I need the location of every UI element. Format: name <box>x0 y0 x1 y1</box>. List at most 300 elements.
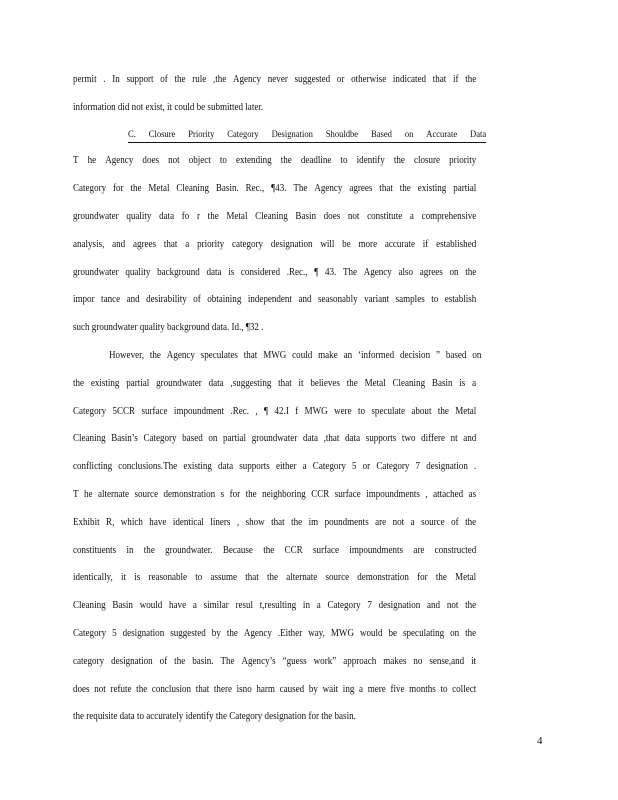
word: partial <box>126 378 150 389</box>
word: could <box>292 350 313 361</box>
word: constituents <box>73 545 117 556</box>
body-line <box>73 432 476 446</box>
body-line <box>73 182 476 196</box>
word: or <box>362 461 371 472</box>
word: to <box>431 294 439 305</box>
word: more <box>358 239 378 250</box>
word: Agency <box>314 183 343 194</box>
word: are <box>375 517 387 528</box>
word: priority <box>449 155 477 166</box>
word: rule <box>192 74 207 85</box>
word: wait <box>322 684 339 695</box>
body-line <box>73 488 476 502</box>
word: data <box>345 433 361 444</box>
word: the <box>174 656 186 667</box>
word: the <box>130 183 142 194</box>
word: reasonable <box>148 572 188 583</box>
word: speculates <box>200 350 238 361</box>
body-line <box>73 154 476 168</box>
body-line <box>109 349 481 363</box>
word: a <box>410 517 415 528</box>
word: groundwater <box>156 378 202 389</box>
word: he <box>83 489 93 500</box>
word: r <box>197 211 201 222</box>
word: designation <box>378 600 421 611</box>
word: is <box>459 378 466 389</box>
word: nt <box>450 433 458 444</box>
word: the <box>291 517 303 528</box>
word: is <box>228 267 235 278</box>
word: it <box>298 378 304 389</box>
body-line: such groundwater quality background data. Id., ¶32 . <box>73 322 264 333</box>
word: 42.I <box>274 406 289 417</box>
word: Basin <box>112 600 133 611</box>
word: show <box>245 517 265 528</box>
word: groundwater <box>73 267 119 278</box>
heading-word: Based <box>371 130 392 140</box>
word: deadline <box>300 155 332 166</box>
word: MWG <box>304 406 328 417</box>
word: alternate <box>286 572 318 583</box>
word: Cleaning <box>176 183 209 194</box>
word: based <box>182 433 203 444</box>
word: tance <box>101 294 121 305</box>
word: supports <box>365 433 397 444</box>
word: Metal <box>455 406 477 417</box>
word: to <box>440 684 448 695</box>
word: CCR <box>311 489 330 500</box>
word: background <box>157 267 200 278</box>
word: the <box>465 517 477 528</box>
word: he <box>87 155 97 166</box>
word: five <box>390 684 405 695</box>
word: were <box>334 406 352 417</box>
word: does <box>142 155 159 166</box>
word: decision <box>399 350 431 361</box>
word: in <box>126 545 134 556</box>
word: the <box>174 74 186 85</box>
word: to <box>340 155 348 166</box>
body-line <box>73 405 476 419</box>
word: permit <box>73 74 97 85</box>
word: 43. <box>325 267 337 278</box>
word: conclusions.The <box>118 461 178 472</box>
word: the <box>267 572 279 583</box>
word: support <box>126 74 154 85</box>
heading-letter: C. <box>128 130 136 140</box>
word: . <box>103 74 106 85</box>
word: the <box>149 350 161 361</box>
word: does <box>323 211 341 222</box>
word: isno <box>236 684 252 695</box>
word: and <box>126 294 140 305</box>
word: Category <box>73 183 107 194</box>
word: The <box>342 267 358 278</box>
word: extending <box>236 155 272 166</box>
word: the <box>136 684 148 695</box>
word: source <box>134 489 159 500</box>
word: a <box>302 461 307 472</box>
word: if <box>422 239 429 250</box>
word: the <box>73 378 85 389</box>
body-line: information did not exist, it could be submitted later. <box>73 102 264 113</box>
word: Exhibit <box>73 517 100 528</box>
word: never <box>267 74 288 85</box>
word: that <box>278 378 292 389</box>
word: refute <box>110 684 132 695</box>
word: ing <box>342 684 355 695</box>
word: supports <box>239 461 270 472</box>
word: liners <box>210 517 231 528</box>
word: .Rec., <box>286 267 308 278</box>
word: in <box>302 600 310 611</box>
word: data <box>208 378 224 389</box>
word: and <box>298 294 312 305</box>
body-line: the requisite data to accurately identify the Category designation for the basin. <box>73 711 356 722</box>
word: work” <box>313 656 337 667</box>
word: a <box>316 600 321 611</box>
word: for <box>417 572 428 583</box>
word: surface <box>141 406 168 417</box>
body-line <box>73 73 476 87</box>
word: Agency <box>166 350 195 361</box>
word: on <box>450 628 460 639</box>
word: a <box>359 684 364 695</box>
word: groundwater <box>251 433 298 444</box>
word: basin. <box>192 656 214 667</box>
word: priority <box>197 239 225 250</box>
word: ,the <box>212 74 227 85</box>
word: the <box>143 545 155 556</box>
word: considered <box>240 267 281 278</box>
heading-word: Closure <box>148 130 176 140</box>
word: Metal <box>455 572 477 583</box>
word: existing <box>417 183 447 194</box>
word: the <box>207 211 219 222</box>
word: the <box>435 572 447 583</box>
word: will <box>320 239 335 250</box>
word: impor <box>73 294 95 305</box>
word: have <box>169 600 187 611</box>
word: of <box>193 294 201 305</box>
word: Basin. <box>215 183 239 194</box>
heading-word: on <box>404 130 414 140</box>
word: impoundments <box>366 489 420 500</box>
word: demonstration <box>163 489 216 500</box>
word: that <box>271 517 285 528</box>
word: ¶43. <box>271 183 287 194</box>
body-line <box>73 516 476 530</box>
body-line <box>73 238 476 252</box>
word: to <box>358 406 366 417</box>
word: the <box>465 74 477 85</box>
word: makes <box>383 656 407 667</box>
word: quality <box>126 211 152 222</box>
heading-word: Designation <box>271 130 313 140</box>
body-line <box>73 655 476 669</box>
word: analysis, <box>73 239 105 250</box>
word: MWG <box>263 350 287 361</box>
word: . <box>473 461 477 472</box>
word: based <box>445 350 467 361</box>
word: Category <box>143 433 177 444</box>
word: However, <box>109 350 144 361</box>
word: speculate <box>371 406 406 417</box>
word: have <box>149 517 167 528</box>
word: agrees <box>349 183 373 194</box>
word: otherwise <box>351 74 387 85</box>
word: if <box>452 74 459 85</box>
word: to <box>219 155 227 166</box>
word: sense,and <box>429 656 465 667</box>
word: resul <box>235 600 254 611</box>
word: category <box>231 239 264 250</box>
word: closure <box>413 155 441 166</box>
word: that <box>163 239 178 250</box>
word: groundwater. <box>165 545 213 556</box>
word: believes <box>310 378 340 389</box>
heading-word: Accurate <box>426 130 458 140</box>
word: im <box>308 517 319 528</box>
word: Category <box>73 628 107 639</box>
word: category <box>73 656 105 667</box>
word: existing <box>183 461 212 472</box>
word: comprehensive <box>421 211 477 222</box>
word: conflicting <box>73 461 113 472</box>
word: a <box>185 239 190 250</box>
body-line <box>73 460 476 474</box>
word: of <box>451 517 459 528</box>
word: Cleaning <box>73 433 106 444</box>
word: , <box>236 517 240 528</box>
word: designation <box>111 656 153 667</box>
word: which <box>120 517 143 528</box>
word: or <box>336 74 345 85</box>
word: differe <box>421 433 446 444</box>
word: independent <box>247 294 292 305</box>
word: fo <box>181 211 190 222</box>
word: The <box>293 183 308 194</box>
word: be <box>388 628 398 639</box>
word: would <box>359 628 383 639</box>
word: that <box>432 74 447 85</box>
word: 7 <box>415 461 421 472</box>
word: by <box>308 684 318 695</box>
word: data <box>218 461 234 472</box>
word: assume <box>210 572 238 583</box>
word: t,resulting <box>259 600 297 611</box>
word: the <box>437 406 449 417</box>
word: on <box>208 433 218 444</box>
word: suggested <box>294 74 331 85</box>
word: obtaining <box>207 294 242 305</box>
body-line <box>73 293 476 307</box>
word: ,that <box>323 433 340 444</box>
section-heading <box>128 129 486 143</box>
word: the <box>245 489 257 500</box>
word: is <box>134 572 141 583</box>
word: established <box>436 239 477 250</box>
word: by <box>211 628 221 639</box>
word: a <box>472 378 477 389</box>
word: ” <box>435 350 440 361</box>
word: the <box>465 267 477 278</box>
word: be <box>342 239 351 250</box>
word: Metal <box>226 211 248 222</box>
word: of <box>160 74 168 85</box>
word: speculating <box>403 628 445 639</box>
word: impoundments <box>349 545 404 556</box>
word: Metal <box>148 183 170 194</box>
word: identically, <box>73 572 113 583</box>
word: for <box>113 183 124 194</box>
word: make <box>318 350 338 361</box>
body-line <box>73 683 476 697</box>
word: alternate <box>97 489 130 500</box>
word: Cleaning <box>392 378 426 389</box>
word: agrees <box>419 267 443 278</box>
word: source <box>325 572 350 583</box>
word: two <box>401 433 416 444</box>
word: that <box>243 350 258 361</box>
word: data <box>159 211 175 222</box>
word: 5 <box>352 461 357 472</box>
word: constitute <box>367 211 403 222</box>
word: groundwater <box>73 211 119 222</box>
word: either <box>275 461 297 472</box>
word: not <box>347 211 360 222</box>
word: Cleaning <box>73 600 106 611</box>
word: .Either <box>277 628 303 639</box>
heading-word: Data <box>470 130 487 140</box>
word: Category <box>376 461 410 472</box>
word: Basin <box>431 378 453 389</box>
word: quality <box>125 267 151 278</box>
word: , <box>425 489 428 500</box>
word: source <box>421 517 445 528</box>
heading-word: Category <box>227 130 259 140</box>
word: seasonably <box>317 294 358 305</box>
word: no <box>413 656 423 667</box>
word: R, <box>106 517 115 528</box>
word: 5 <box>112 628 117 639</box>
body-line <box>73 571 476 585</box>
word: that <box>379 183 393 194</box>
word: poundments <box>324 517 369 528</box>
word: conclusion <box>151 684 192 695</box>
word: the <box>399 183 411 194</box>
heading-word: Shouldbe <box>325 130 359 140</box>
word: Cleaning <box>255 211 288 222</box>
word: 7 <box>367 600 372 611</box>
word: Agency <box>232 74 262 85</box>
word: desirability <box>146 294 187 305</box>
word: about <box>411 406 432 417</box>
word: that <box>245 572 259 583</box>
word: a <box>192 600 197 611</box>
word: collect <box>452 684 477 695</box>
word: “guess <box>282 656 307 667</box>
word: that <box>195 684 210 695</box>
word: designation <box>270 239 313 250</box>
word: would <box>139 600 163 611</box>
word: as <box>468 489 477 500</box>
word: also <box>398 267 414 278</box>
body-line <box>73 210 476 224</box>
word: designation <box>426 461 468 472</box>
word: not <box>168 155 180 166</box>
word: The <box>220 656 235 667</box>
body-line <box>73 544 476 558</box>
word: ,suggesting <box>230 378 272 389</box>
word: Agency <box>105 155 134 166</box>
word: a <box>409 211 414 222</box>
word: surface <box>334 489 361 500</box>
word: identify <box>356 155 385 166</box>
word: Rec., <box>245 183 265 194</box>
word: and <box>463 433 477 444</box>
word: it <box>120 572 127 583</box>
word: data <box>302 433 319 444</box>
body-line <box>73 377 476 391</box>
word: ‘informed <box>357 350 395 361</box>
word: Agency <box>243 628 272 639</box>
heading-word: Priority <box>188 130 215 140</box>
word: CCR <box>284 545 303 556</box>
word: ¶ <box>314 267 319 278</box>
word: , <box>255 406 258 417</box>
word: data <box>206 267 222 278</box>
word: approach <box>343 656 377 667</box>
word: T <box>73 155 79 166</box>
word: ¶ <box>264 406 269 417</box>
word: T <box>73 489 79 500</box>
word: Metal <box>364 378 386 389</box>
word: Agency’s <box>241 656 276 667</box>
word: not <box>94 684 106 695</box>
word: not <box>446 600 459 611</box>
word: are <box>413 545 425 556</box>
word: it <box>471 656 477 667</box>
word: way, <box>308 628 325 639</box>
word: indicated <box>392 74 427 85</box>
word: the <box>226 628 238 639</box>
word: samples <box>395 294 425 305</box>
word: 5CCR <box>112 406 136 417</box>
word: constructed <box>434 545 477 556</box>
word: of <box>159 656 168 667</box>
word: Because <box>222 545 253 556</box>
word: establish <box>444 294 477 305</box>
word: object <box>188 155 211 166</box>
word: months <box>409 684 436 695</box>
word: partial <box>223 433 247 444</box>
word: agrees <box>133 239 157 250</box>
page-number: 4 <box>537 735 543 747</box>
word: partial <box>453 183 477 194</box>
word: the <box>393 155 405 166</box>
word: designation <box>122 628 165 639</box>
word: suggested <box>170 628 206 639</box>
word: not <box>392 517 405 528</box>
word: Agency <box>363 267 392 278</box>
word: MWG <box>330 628 354 639</box>
word: Basin’s <box>111 433 138 444</box>
word: identical <box>172 517 204 528</box>
word: .Rec. <box>230 406 250 417</box>
word: In <box>112 74 120 85</box>
word: Category <box>312 461 346 472</box>
